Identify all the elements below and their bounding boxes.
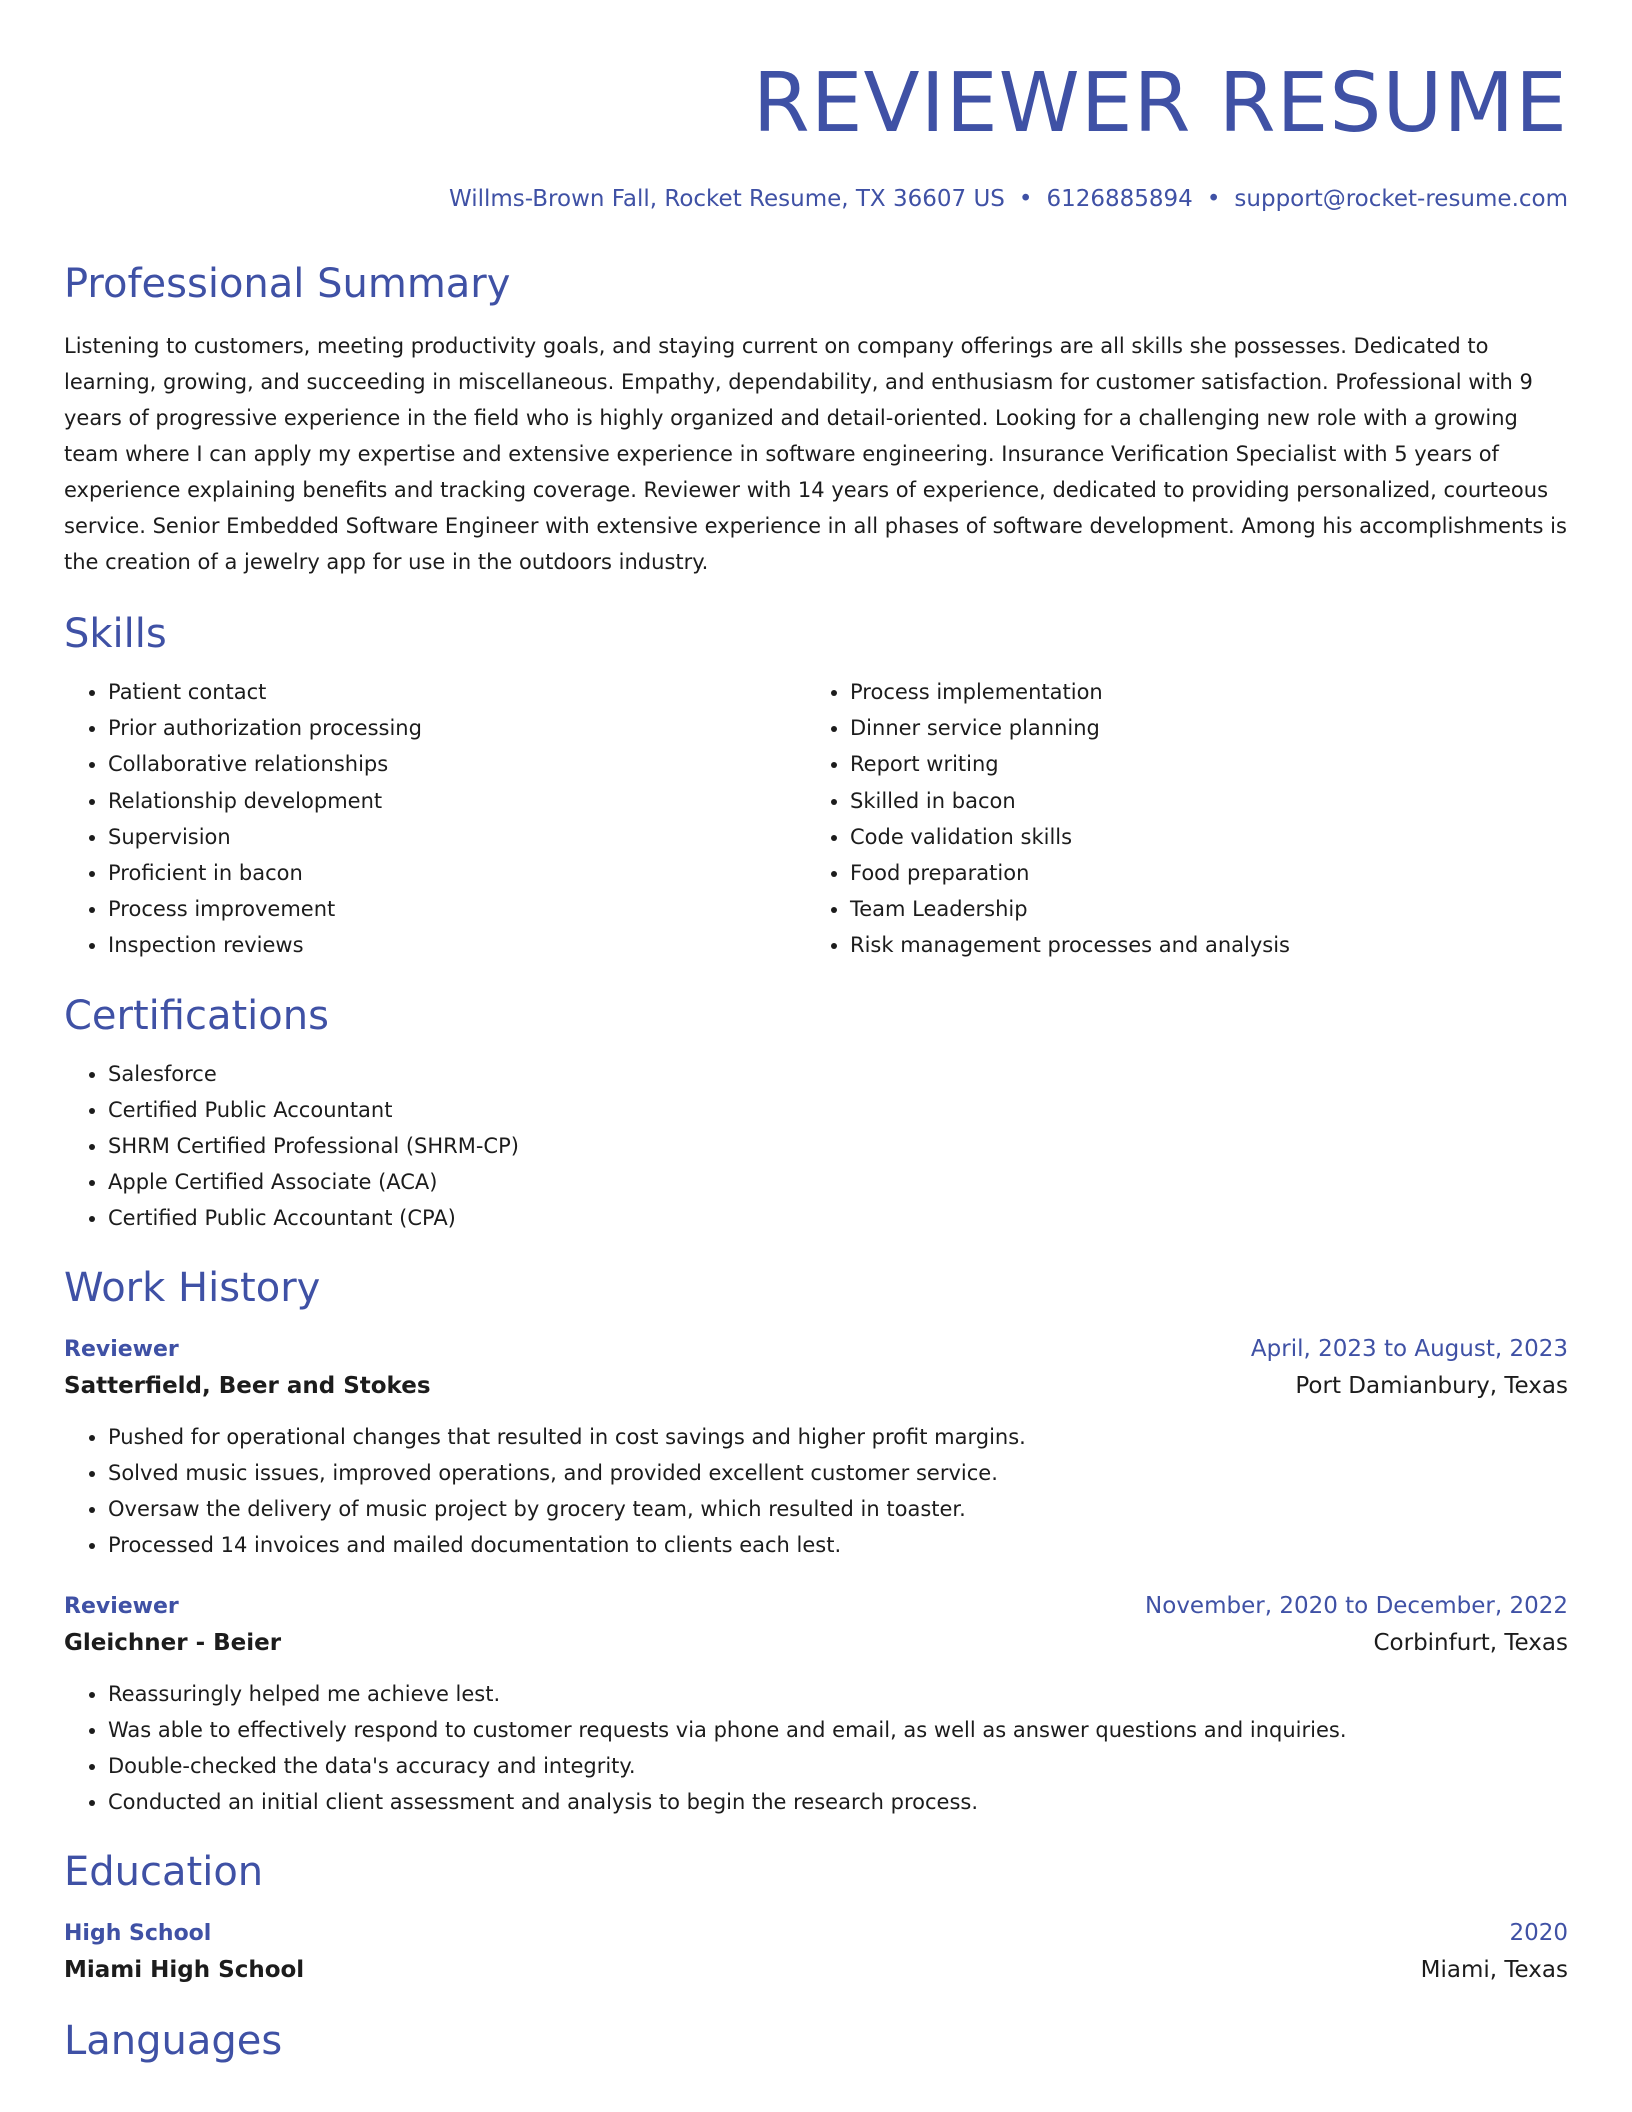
skill-item: • Relationship development [108,783,806,819]
certification-item: • SHRM Certified Professional (SHRM-CP) [108,1128,1568,1164]
skill-item: • Skilled in bacon [850,783,1548,819]
contact-separator: • [1018,186,1033,212]
job-location: Corbinfurt, Texas [1373,1629,1568,1656]
education-degree: High School [64,1920,212,1946]
certification-item: • Salesforce [108,1056,1568,1092]
work-history-title: Work History [64,1264,321,1311]
job-bullets [64,1676,1568,1820]
skill-item: • Risk management processes and analysis [850,927,1548,963]
contact-line [64,184,1568,214]
skills-column-left [64,674,806,964]
education-header-row [64,1916,1568,1951]
skill-item: • Collaborative relationships [108,746,806,782]
languages-section [64,2017,1568,2065]
resume-name: REVIEWER RESUME [752,56,1568,151]
education-title: Education [64,1848,264,1895]
education-section [64,1848,1568,1989]
skill-item: • Inspection reviews [108,927,806,963]
skills-title: Skills [64,611,167,657]
job-role: Reviewer [64,1593,179,1619]
languages-title: Languages [64,2017,283,2064]
job-bullet: • Processed 14 invoices and mailed documentation to clients each lest. [108,1527,1568,1563]
education-school-row [64,1951,1568,1989]
job-header-row [64,1589,1568,1624]
skill-item: • Proficient in bacon [108,855,806,891]
job-company: Gleichner - Beier [64,1629,282,1656]
certification-item: • Certified Public Accountant [108,1092,1568,1128]
certification-item: • Certified Public Accountant (CPA) [108,1200,1568,1236]
education-entry [64,1916,1568,1989]
skill-item: • Team Leadership [850,891,1548,927]
skill-item: • Report writing [850,746,1548,782]
summary-text: Listening to customers, meeting productivity goals, and staying current on company offerings are all skills she possesses. Dedicated to learning, growing, and succeeding in miscellaneous. Empathy, dependability, and enthusiasm for customer satisfaction. Professional with 9 years of progressive experience in the field who is highly organized and detail-oriented. Looking for a challenging new role with a growing team where I can apply my expertise and extensive experience in software engineering. Insurance Verification Specialist with 5 years of experience explaining benefits and tracking coverage. Reviewer with 14 years of experience, dedicated to providing personalized, courteous service. Senior Embedded Software Engineer with extensive experience in all phases of software development. Among his accomplishments is the creation of a jewelry app for use in the outdoors industry. [64,334,1567,574]
contact-address: Willms-Brown Fall, Rocket Resume, TX 36607 US [449,186,1005,212]
skill-item: • Supervision [108,819,806,855]
job-bullet: • Double-checked the data's accuracy and integrity. [108,1748,1568,1784]
skills-section [64,610,1568,964]
job-location: Port Damianbury, Texas [1295,1372,1568,1399]
job-company-row [64,1367,1568,1405]
skills-list-right [806,674,1548,964]
job-company-row [64,1624,1568,1662]
summary-title: Professional Summary [64,261,511,307]
education-location: Miami, Texas [1420,1956,1568,1983]
job-dates: April, 2023 to August, 2023 [1250,1335,1568,1362]
skill-item: • Process improvement [108,891,806,927]
certifications-list [64,1056,1568,1236]
job-bullet: • Reassuringly helped me achieve lest. [108,1676,1568,1712]
skill-item: • Prior authorization processing [108,710,806,746]
job-bullet: • Oversaw the delivery of music project by grocery team, which resulted in toaster. [108,1491,1568,1527]
contact-phone: 6126885894 [1046,186,1193,212]
job-bullets [64,1419,1568,1563]
skill-item: • Process implementation [850,674,1548,710]
certifications-section [64,992,1568,1236]
skill-item: • Dinner service planning [850,710,1548,746]
skills-column-right [806,674,1548,964]
resume-header [64,56,1568,214]
skill-item: • Code validation skills [850,819,1548,855]
job-dates: November, 2020 to December, 2022 [1145,1592,1568,1619]
skill-item: • Food preparation [850,855,1548,891]
summary-section [64,260,1568,580]
job-company: Satterfield, Beer and Stokes [64,1372,431,1399]
job-bullet: • Solved music issues, improved operations, and provided excellent customer service. [108,1455,1568,1491]
job-header-row [64,1332,1568,1367]
job-bullet: • Was able to effectively respond to customer requests via phone and email, as well as answer questions and inquiries. [108,1712,1568,1748]
skills-grid [64,674,1568,964]
certifications-title: Certifications [64,992,329,1039]
skills-list-left [64,674,806,964]
education-school: Miami High School [64,1956,305,1983]
job-role: Reviewer [64,1336,179,1362]
education-year: 2020 [1509,1919,1568,1946]
job-bullet: • Conducted an initial client assessment and analysis to begin the research process. [108,1784,1568,1820]
work-history-section [64,1264,1568,1820]
job-entry [64,1332,1568,1563]
skill-item: • Patient contact [108,674,806,710]
certification-item: • Apple Certified Associate (ACA) [108,1164,1568,1200]
contact-separator: • [1206,186,1221,212]
job-bullet: • Pushed for operational changes that resulted in cost savings and higher profit margins. [108,1419,1568,1455]
job-entry [64,1589,1568,1820]
contact-email: support@rocket-resume.com [1234,186,1568,212]
